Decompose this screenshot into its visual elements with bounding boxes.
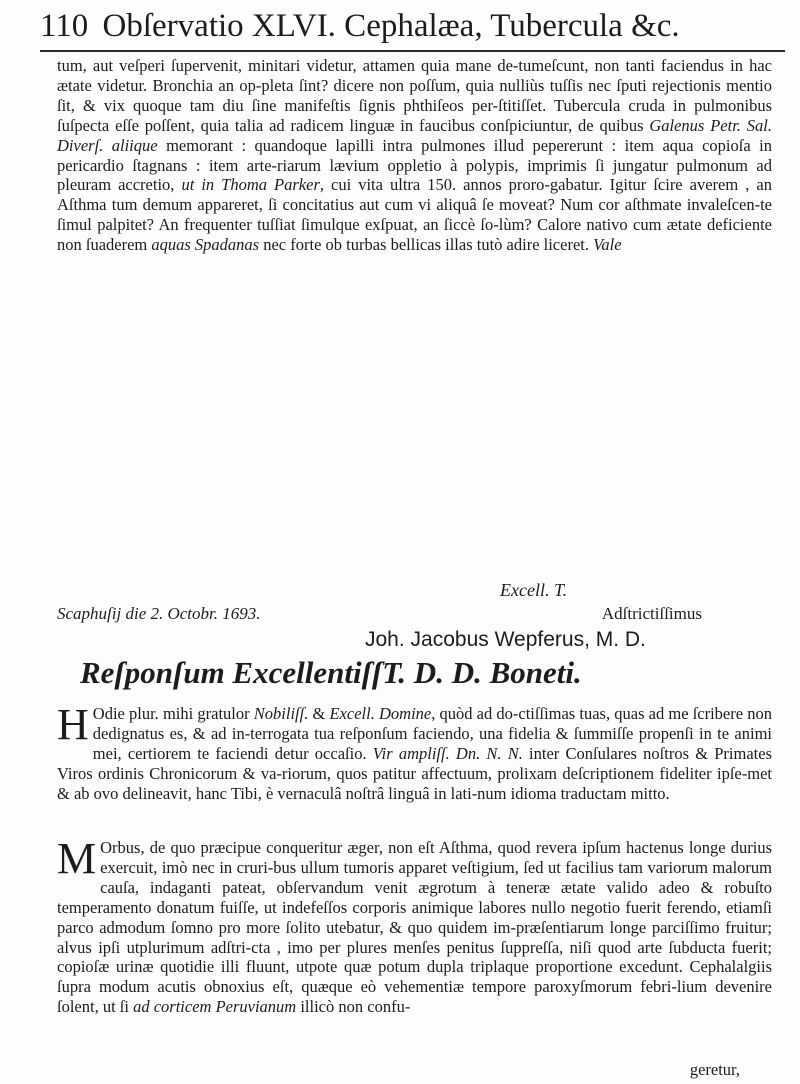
closing-formula: Adſtrictiſſimus (601, 604, 702, 623)
response-paragraph-2-text: Orbus, de quo præcipue conqueritur æger, non eſt Aſthma, quod revera ipſum hactenus longe durius exercuit, imò nec in cruri-bus ullum tumoris apparet veſtigium, ſed ut facilius tam variorum malorum cauſa, indaganti pateat, obſervandum venit ægrotum à teneræ ætate valido adeo & robuſto temperamento donatum fuiſſe, ut indefeſſos corporis animique labores nullo negotio fuerit ferendo, etiamſi parco admodum ſomno pro more ſolito utebatur, & quo quidem im-præſentiarum longe parciſſimo fruitur; alvus ipſi utplurimum adſtri-cta , imo per plures menſes penitus ſuppreſſa, niſi quod arte ſubducta fuerit; copioſæ urinæ quotidie illi fluunt, utpote quæ potum dupla triplaque proportione excedunt. Cephalalgiis ſupra modum acutis obnoxius eſt, quæque eò vehementiæ tempore paroxyſmorum febri-lium devenire ſolent, ut ſi ad corticem Peruvianum illicò non confu- (57, 838, 772, 1017)
letter-body: tum, aut veſperi ſupervenit, minitari videtur, attamen quia mane de-tumeſcunt, non tanti faciendus in hac ætate videtur. Bronchia an op-pleta ſint? dicere non poſſum, quia nulliùs tuſſis nec ſputi rejectionis mentio ſit, & vix quoque tam diu ſine manifeſtis ſignis phthiſeos per-ſtitiſſet. Tubercula cruda in pulmonibus ſuſpecta eſſe poſſent, quia talia ad radicem linguæ in faucibus conſpiciuntur, de quibus Galenus Petr. Sal. Diverſ. aliique memorant : quandoque lapilli intra pulmones illud pepererunt : item aqua copioſa in pericardio ſtagnans : item arte-riarum lævium oppletio à polypis, imprimis ſi jungatur pulmonum ad pleuram accretio, ut in Thoma Parker, cui vita ultra 150. annos proro-gabatur. Igitur ſcire averem , an Aſthma tum demum appareret, ſi concitatius aut cum vi aliquâ ſe moveat? Num cor aſthmate invaleſcen-te ſimul palpitet? An frequenter tuſſiat ſimulque exſpuat, an ſiccè ſo-lùm? Calore nativo cum ætate deficiente non ſuaderem aquas Spadanas nec forte ob turbas bellicas illas tutò adire liceret. Vale (57, 56, 772, 255)
drop-cap: M (57, 834, 97, 883)
header-rule (40, 50, 785, 52)
drop-cap: H (57, 700, 89, 749)
response-paragraph-2 (57, 834, 772, 1017)
response-title: Reſponſum ExcellentiſſT. D. D. Boneti. (80, 655, 582, 690)
letter-signature: Joh. Jacobus Wepferus, M. D. (365, 628, 646, 651)
response-paragraph-1-text: Odie plur. mihi gratulor Nobiliſſ. & Excell. Domine, quòd ad do-ctiſſimas tuas, quas ad me ſcribere non dedignatus es, & ad in-terrogata tua reſponſum faciendo, una fidelia & ſummiſſe propenſi in te animi mei, certiorem te faciendi detur occaſio. Vir ampliſſ. Dn. N. N. inter Conſulares noſtros & Primates Viros ordinis Chronicorum & va-riorum, quos patitur affectuum, prolixam deſcriptionem fideliter ipſe-met & ab ovo delineavit, hanc Tibi, è vernaculâ noſtrâ linguâ in lati-num idioma traductam mitto. (57, 704, 772, 803)
place-date: Scaphuſij die 2. Octobr. 1693. (57, 604, 261, 623)
running-title: Obſervatio XLVI. Cephalæa, Tubercula &c. (102, 8, 680, 44)
letter-dateline (57, 604, 772, 624)
catchword: geretur, (689, 1060, 740, 1079)
letter-closing: Excell. T. (500, 580, 568, 600)
page-number: 110 (40, 8, 89, 44)
response-paragraph-1 (57, 700, 772, 804)
running-header (40, 6, 800, 46)
